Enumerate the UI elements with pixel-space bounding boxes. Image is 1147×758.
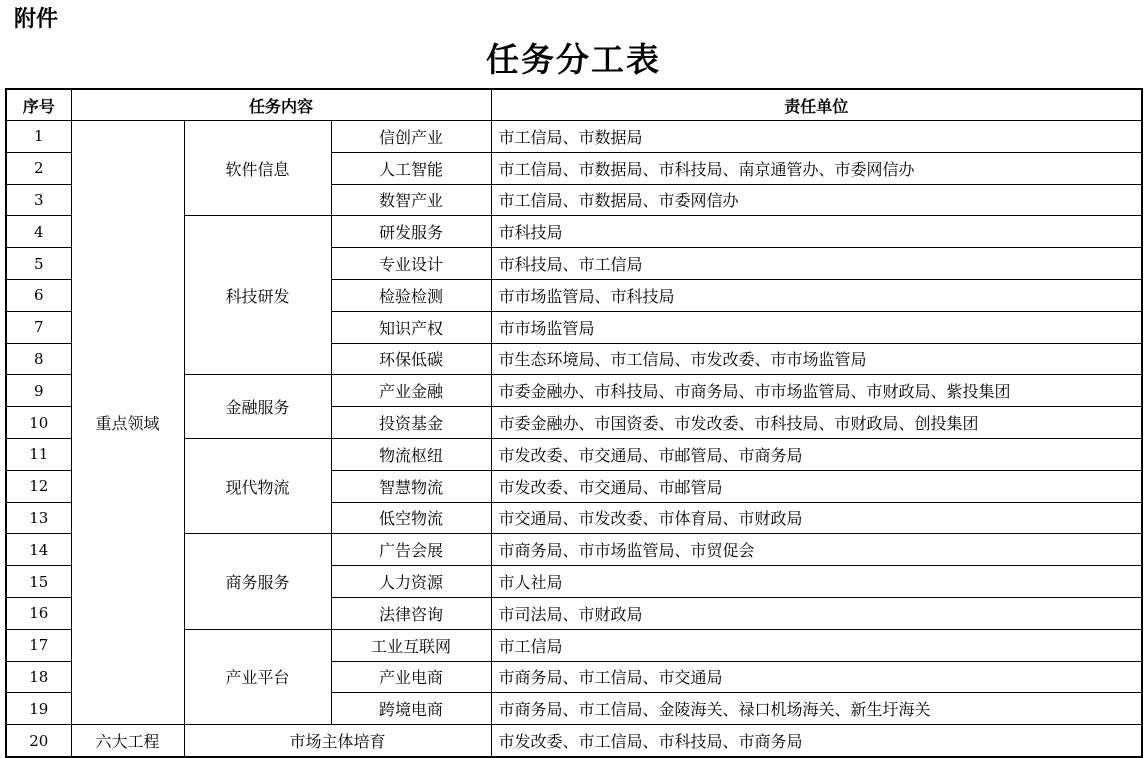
item-cell: 投资基金	[331, 407, 491, 439]
row-no: 10	[6, 407, 71, 439]
row-no: 4	[6, 216, 71, 248]
table-row	[6, 121, 1142, 153]
domain-cell: 六大工程	[71, 725, 184, 757]
unit-cell: 市生态环境局、市工信局、市发改委、市市场监管局	[491, 343, 1142, 375]
group-cell: 市场主体培育	[184, 725, 491, 757]
unit-cell: 市工信局、市数据局	[491, 121, 1142, 153]
item-cell: 知识产权	[331, 311, 491, 343]
unit-cell: 市司法局、市财政局	[491, 597, 1142, 629]
item-cell: 人力资源	[331, 566, 491, 598]
unit-cell: 市工信局	[491, 629, 1142, 661]
item-cell: 低空物流	[331, 502, 491, 534]
row-no: 7	[6, 311, 71, 343]
row-no: 1	[6, 121, 71, 153]
row-no: 19	[6, 693, 71, 725]
page-title: 任务分工表	[486, 40, 661, 79]
row-no: 14	[6, 534, 71, 566]
unit-cell: 市商务局、市工信局、市交通局	[491, 661, 1142, 693]
row-no: 2	[6, 152, 71, 184]
item-cell: 智慧物流	[331, 470, 491, 502]
item-cell: 法律咨询	[331, 597, 491, 629]
unit-cell: 市科技局	[491, 216, 1142, 248]
task-table	[5, 88, 1143, 758]
unit-cell: 市人社局	[491, 566, 1142, 598]
header-no: 序号	[6, 89, 71, 121]
item-cell: 研发服务	[331, 216, 491, 248]
row-no: 8	[6, 343, 71, 375]
group-cell: 产业平台	[184, 629, 331, 724]
row-no: 18	[6, 661, 71, 693]
unit-cell: 市发改委、市交通局、市邮管局	[491, 470, 1142, 502]
group-cell: 商务服务	[184, 534, 331, 629]
item-cell: 广告会展	[331, 534, 491, 566]
item-cell: 物流枢纽	[331, 438, 491, 470]
item-cell: 工业互联网	[331, 629, 491, 661]
item-cell: 专业设计	[331, 248, 491, 280]
group-cell: 软件信息	[184, 121, 331, 216]
unit-cell: 市委金融办、市科技局、市商务局、市市场监管局、市财政局、紫投集团	[491, 375, 1142, 407]
item-cell: 产业金融	[331, 375, 491, 407]
group-cell: 现代物流	[184, 438, 331, 533]
unit-cell: 市交通局、市发改委、市体育局、市财政局	[491, 502, 1142, 534]
attachment-label: 附件	[14, 7, 59, 32]
table-header-row	[6, 89, 1142, 121]
item-cell: 检验检测	[331, 279, 491, 311]
unit-cell: 市市场监管局	[491, 311, 1142, 343]
item-cell: 数智产业	[331, 184, 491, 216]
unit-cell: 市发改委、市交通局、市邮管局、市商务局	[491, 438, 1142, 470]
header-unit: 责任单位	[491, 89, 1142, 121]
row-no: 5	[6, 248, 71, 280]
row-no: 15	[6, 566, 71, 598]
unit-cell: 市科技局、市工信局	[491, 248, 1142, 280]
row-no: 11	[6, 438, 71, 470]
row-no: 3	[6, 184, 71, 216]
unit-cell: 市市场监管局、市科技局	[491, 279, 1142, 311]
unit-cell: 市商务局、市工信局、金陵海关、禄口机场海关、新生圩海关	[491, 693, 1142, 725]
header-content: 任务内容	[71, 89, 491, 121]
row-no: 20	[6, 725, 71, 757]
item-cell: 跨境电商	[331, 693, 491, 725]
row-no: 16	[6, 597, 71, 629]
domain-cell: 重点领域	[71, 121, 184, 725]
unit-cell: 市工信局、市数据局、市科技局、南京通管办、市委网信办	[491, 152, 1142, 184]
row-no: 13	[6, 502, 71, 534]
row-no: 12	[6, 470, 71, 502]
unit-cell: 市发改委、市工信局、市科技局、市商务局	[491, 725, 1142, 757]
item-cell: 环保低碳	[331, 343, 491, 375]
item-cell: 产业电商	[331, 661, 491, 693]
row-no: 9	[6, 375, 71, 407]
table-row	[6, 725, 1142, 757]
unit-cell: 市商务局、市市场监管局、市贸促会	[491, 534, 1142, 566]
group-cell: 科技研发	[184, 216, 331, 375]
group-cell: 金融服务	[184, 375, 331, 439]
unit-cell: 市工信局、市数据局、市委网信办	[491, 184, 1142, 216]
item-cell: 人工智能	[331, 152, 491, 184]
row-no: 17	[6, 629, 71, 661]
row-no: 6	[6, 279, 71, 311]
item-cell: 信创产业	[331, 121, 491, 153]
unit-cell: 市委金融办、市国资委、市发改委、市科技局、市财政局、创投集团	[491, 407, 1142, 439]
